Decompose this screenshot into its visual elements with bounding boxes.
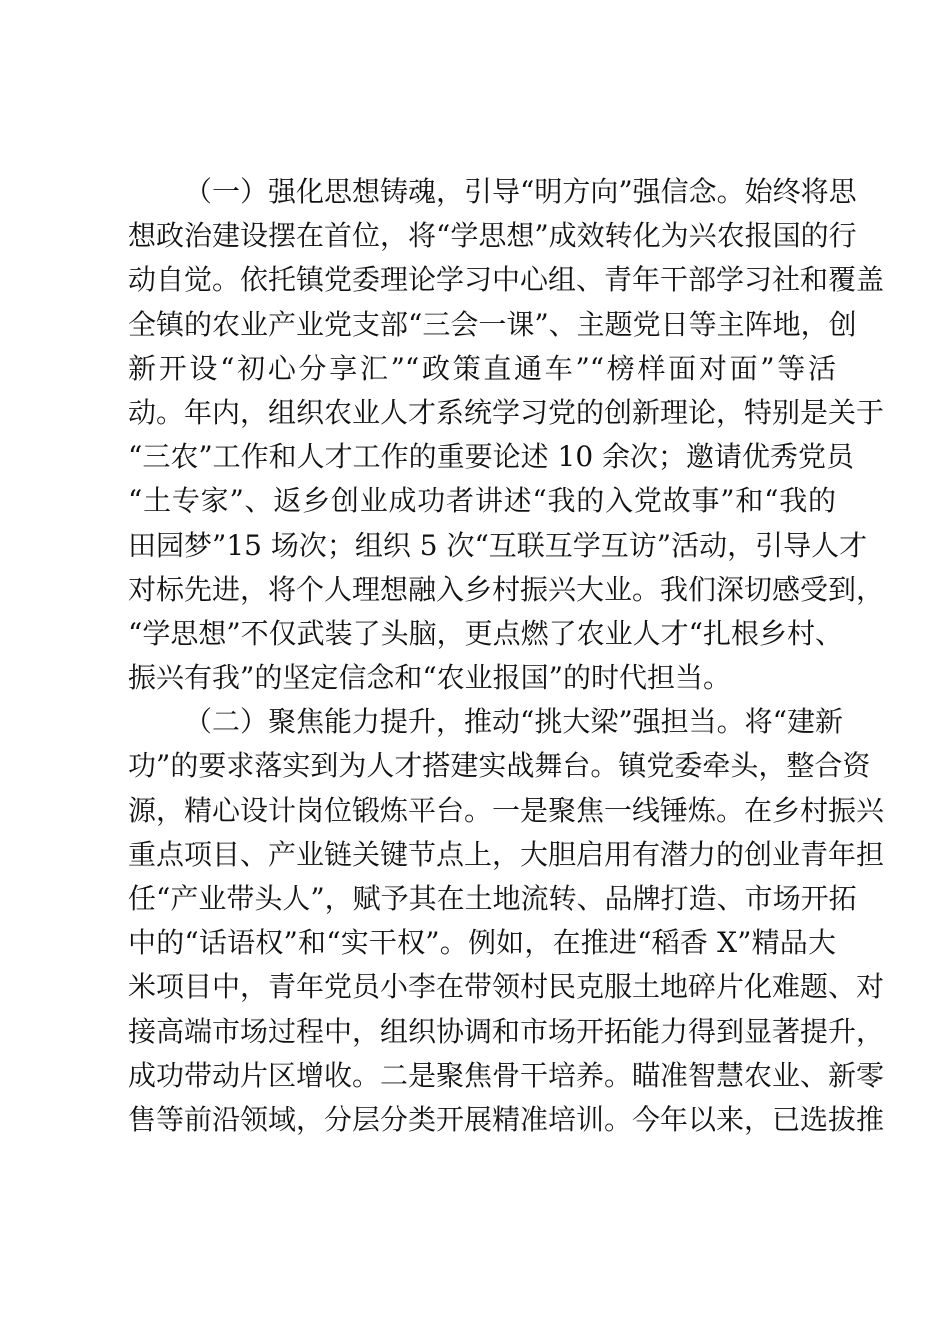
text-line: “土专家”、返乡创业成功者讲述“我的入党故事”和“我的 — [128, 484, 836, 518]
text-line: 功”的要求落实到为人才搭建实战舞台。镇党委牵头，整合资 — [128, 749, 871, 783]
text-line: 新开设“初心分享汇”“政策直通车”“榜样面对面”等活 — [128, 351, 836, 385]
text-line: 振兴有我”的坚定信念和“农业报国”的时代担当。 — [128, 661, 731, 695]
text-line: （一）强化思想铸魂，引导“明方向”强信念。始终将思 — [184, 175, 857, 208]
text-line: 接高端市场过程中，组织协调和市场开拓能力得到显著提升， — [128, 1014, 885, 1048]
text-line: 成功带动片区增收。二是聚焦骨干培养。瞄准智慧农业、新零 — [128, 1058, 885, 1092]
body-text — [128, 170, 885, 1142]
text-line: “三农”工作和人才工作的重要论述 10 余次；邀请优秀党员 — [128, 440, 855, 474]
paragraph-1 — [128, 170, 885, 700]
text-line: 任“产业带头人”，赋予其在土地流转、品牌打造、市场开拓 — [128, 882, 857, 915]
paragraph-2 — [128, 700, 885, 1142]
text-line: 想政治建设摆在首位，将“学思想”成效转化为兴农报国的行 — [128, 219, 857, 253]
text-line: 售等前沿领域，分层分类开展精准培训。今年以来，已选拔推 — [128, 1102, 885, 1136]
text-line: 重点项目、产业链关键节点上，大胆启用有潜力的创业青年担 — [128, 837, 885, 871]
text-line: 田园梦”15 场次；组织 5 次“互联互学互访”活动，引导人才 — [128, 528, 868, 562]
text-line: 动。年内，组织农业人才系统学习党的创新理论，特别是关于 — [128, 395, 885, 429]
text-line: 中的“话语权”和“实干权”。例如，在推进“稻香 X”精品大 — [128, 926, 836, 960]
text-line: 对标先进，将个人理想融入乡村振兴大业。我们深切感受到， — [128, 572, 885, 606]
text-line: 米项目中，青年党员小李在带领村民克服土地碎片化难题、对 — [128, 970, 885, 1004]
text-line: “学思想”不仅武装了头脑，更点燃了农业人才“扎根乡村、 — [128, 616, 843, 650]
text-line: （二）聚焦能力提升，推动“挑大梁”强担当。将“建新 — [184, 705, 843, 739]
text-line: 源，精心设计岗位锻炼平台。一是聚焦一线锤炼。在乡村振兴 — [128, 793, 885, 827]
text-line: 全镇的农业产业党支部“三会一课”、主题党日等主阵地，创 — [128, 307, 857, 341]
text-line: 动自觉。依托镇党委理论学习中心组、青年干部学习社和覆盖 — [128, 263, 885, 297]
